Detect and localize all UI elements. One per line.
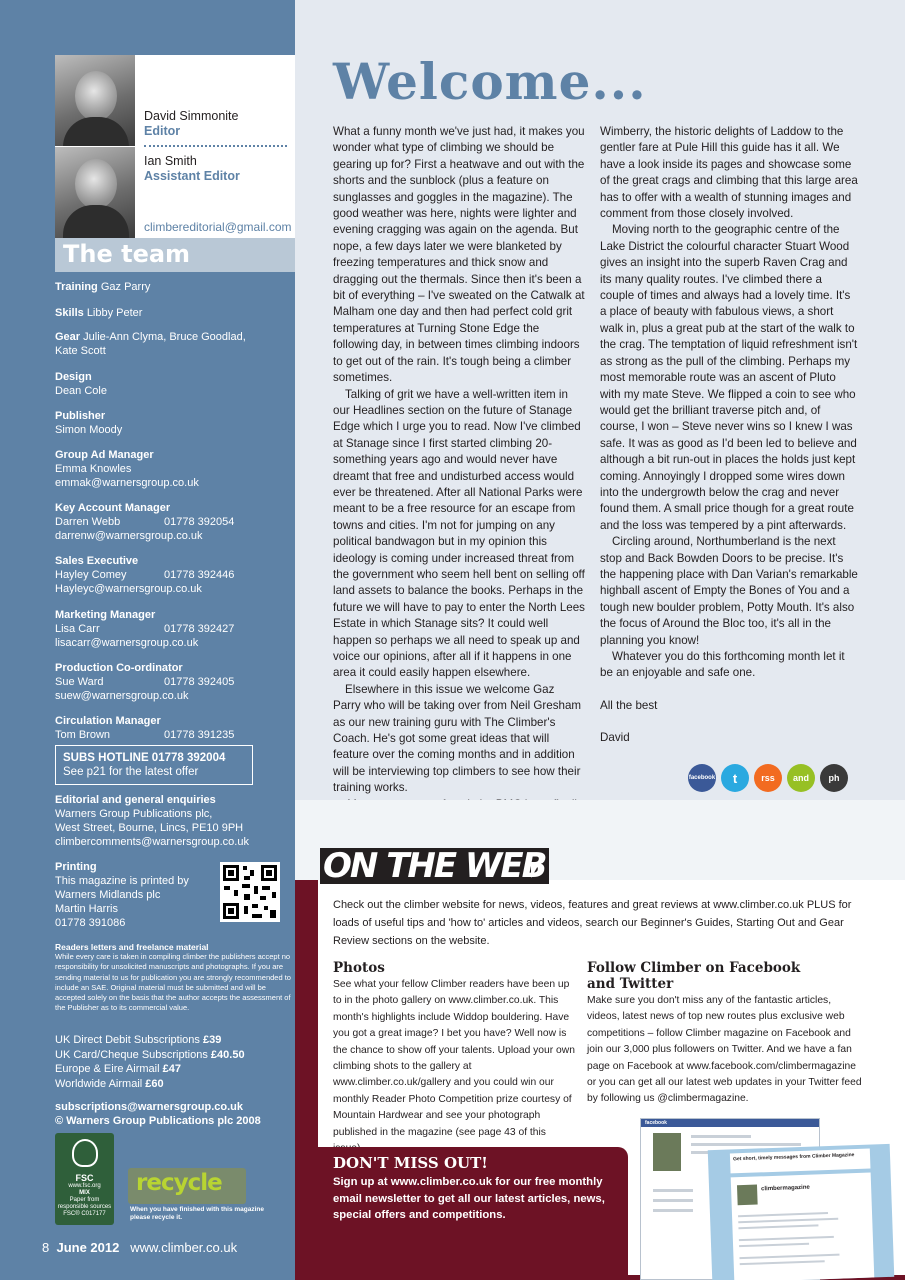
article-column-2 bbox=[600, 124, 858, 747]
staff-role: Key Account Manager bbox=[55, 502, 171, 514]
recycle-logo bbox=[128, 1168, 246, 1204]
subscription-item bbox=[55, 1062, 295, 1077]
staff-name: Libby Peter bbox=[86, 307, 143, 319]
staff-name: Tom Brown bbox=[55, 729, 111, 741]
staff-phone: 01778 392446 bbox=[164, 569, 235, 581]
assistant-body-shape bbox=[63, 205, 129, 238]
staff-name: Sue Ward bbox=[55, 676, 104, 688]
staff-role: Circulation Manager bbox=[55, 715, 161, 727]
fsc-url: www.fsc.org bbox=[68, 1183, 101, 1189]
text-line bbox=[738, 1218, 838, 1223]
article-signature: David bbox=[600, 731, 630, 745]
fsc-tree-icon bbox=[72, 1139, 98, 1167]
subscription-label: Worldwide Airmail bbox=[55, 1077, 143, 1090]
subscription-price: £47 bbox=[162, 1063, 181, 1075]
subscription-label: UK Direct Debit Subscriptions bbox=[55, 1034, 200, 1046]
social-icons bbox=[688, 764, 848, 792]
facebook-twitter-heading: Follow Climber on Facebook and Twitter bbox=[587, 960, 801, 992]
article-column-1 bbox=[333, 124, 585, 846]
twitter-icon[interactable]: t bbox=[721, 764, 749, 792]
enquiries-block bbox=[55, 793, 295, 849]
qr-code-icon[interactable] bbox=[220, 862, 280, 922]
cursor-icon bbox=[531, 864, 539, 878]
staff-name: Dean Cole bbox=[55, 385, 107, 397]
photos-text: See what your fellow Climber readers have been up to in the photo gallery on www.climber.co.uk. This month's highlights include Widdop bouldering. Have you got a great image? I bet you have? Well now is the chance to show off your talents. Upload your own climbing shots to the gallery at www.climber.co.uk/gallery and you could win our monthly Reader Photo Competition prize courtesy of Mountain Hardwear and see your photograph published in the magazine (see page 43 of this bbox=[333, 979, 575, 1138]
fsc-mix: MIX bbox=[79, 1190, 90, 1196]
printing-title: Printing bbox=[55, 861, 97, 873]
staff-name: Darren Webb bbox=[55, 516, 121, 528]
subs-hotline-box bbox=[55, 745, 253, 785]
editorial-email-link[interactable]: climbereditorial@gmail.com bbox=[144, 220, 292, 234]
editor-head-shape bbox=[75, 71, 117, 121]
staff-role: Design bbox=[55, 371, 92, 383]
on-the-web-title-text: ON THE WEB bbox=[323, 846, 546, 886]
subscription-price: £39 bbox=[202, 1034, 222, 1046]
staff-role: Skills bbox=[55, 307, 84, 319]
text-line bbox=[738, 1224, 818, 1229]
fsc-logo bbox=[55, 1133, 114, 1225]
staff-phone: 01778 391235 bbox=[164, 729, 235, 741]
editor-body-shape bbox=[63, 117, 129, 146]
printing-line: This magazine is printed by bbox=[55, 875, 189, 887]
staff-role: Marketing Manager bbox=[55, 609, 156, 621]
text-line bbox=[739, 1236, 834, 1241]
subscription-prices bbox=[55, 1033, 295, 1091]
enquiries-line: Warners Group Publications plc, bbox=[55, 808, 213, 820]
subs-contact bbox=[55, 1100, 295, 1128]
staff-email[interactable]: lisacarr@warnersgroup.co.uk bbox=[55, 637, 199, 649]
enquiries-line: West Street, Bourne, Lincs, PE10 9PH bbox=[55, 822, 244, 834]
welcome-heading: Welcome... bbox=[333, 52, 647, 111]
subscription-item bbox=[55, 1033, 295, 1048]
magazine-cover-thumb bbox=[653, 1133, 681, 1171]
staff-key-account bbox=[55, 501, 295, 543]
staff-phone: 01778 392427 bbox=[164, 623, 235, 635]
editor-divider bbox=[144, 145, 287, 147]
staff-name: Julie-Ann Clyma, Bruce Goodlad, bbox=[83, 331, 246, 343]
web-intro: Check out the climber website for news, videos, features and great reviews at www.climber.co.uk PLUS for loads of useful tips and 'how to' articles and videos, search our Beginner's Guides, Starting Out and Gear Review sections on the website. bbox=[333, 899, 852, 947]
staff-design bbox=[55, 370, 295, 398]
subscription-item bbox=[55, 1077, 295, 1092]
staff-role: Publisher bbox=[55, 410, 106, 422]
subscription-price: £60 bbox=[145, 1077, 164, 1090]
subscription-label: Europe & Eire Airmail bbox=[55, 1063, 160, 1075]
text-line bbox=[653, 1189, 693, 1192]
page-number: 8 bbox=[42, 1240, 50, 1255]
subscription-item bbox=[55, 1048, 295, 1063]
facebook-twitter-text: Make sure you don't miss any of the fantastic articles, videos, latest news of top new routes plus exclusive web competitions – follow Climber magazine on Facebook and join our 3,000 plus followers on Twitter. And we have a fan page on Facebook at www.facebook.com/climbermagazine or you can get all our latest web updates in your Twitter feed by following us @climbermagazine. bbox=[587, 995, 862, 1105]
staff-email[interactable]: emmak@warnersgroup.co.uk bbox=[55, 477, 199, 489]
on-the-web-title bbox=[320, 848, 549, 884]
fsc-brand: FSC bbox=[75, 1173, 94, 1183]
staff-sales bbox=[55, 554, 295, 596]
enquiries-title: Editorial and general enquiries bbox=[55, 794, 216, 806]
article-paragraph: Elsewhere in this issue we welcome Gaz Parry who will be taking over from Neil Gresham as our new training guru with The Climber's Coach. He's got some great ideas that will feature over the coming months and in addition will be interviewing top climbers to see how their training works. bbox=[333, 682, 582, 795]
printing-line: 01778 391086 bbox=[55, 917, 126, 929]
editor-name: David Simmonite bbox=[144, 109, 239, 123]
staff-marketing bbox=[55, 608, 295, 650]
staff-role: Training bbox=[55, 281, 98, 293]
assistant-head-shape bbox=[75, 159, 117, 209]
text-line bbox=[739, 1254, 839, 1259]
article-paragraph: Moving north to the geographic centre of the Lake District the colourful character Stuart Wood gives an insight into the superb Raven Crag and its many quality routes. I've climbed there a couple of times and always had a lovely time. It's a place of beauty with fabulous views, a short walk in, plus a great pub at the start of the walk to the crag. The temptation of liquid refreshment isn't as strong as the pull of the climbing. Perhaps my most memorable route was an ascent of Pluto with my mate Steve. We flipped a coin to see who would get the brilliant traverse pitch and, of course, I won – Steve never wins so I knew I was safe. It was as good as I'd been led to believe and although a bit run-out in places the holds just kept coming. Annoyingly I dropped some wires down into the undergrowth below the crag and never found them. A small price though for a great route and the loss was tempered by a pint afterwards. bbox=[600, 223, 858, 532]
team-heading-text: The team bbox=[63, 240, 191, 268]
fsc-code: FSC® C017177 bbox=[63, 1211, 106, 1217]
article-paragraph: Whatever you do this forthcoming month let it be an enjoyable and safe one. bbox=[600, 650, 845, 680]
subscription-price: £40.50 bbox=[210, 1048, 245, 1061]
twitter-screenshot-body bbox=[731, 1173, 875, 1280]
printing-line: Warners Midlands plc bbox=[55, 889, 161, 901]
masthead-sidebar bbox=[0, 0, 295, 1280]
copyright: © Warners Group Publications plc 2008 bbox=[55, 1115, 261, 1127]
staff-circulation bbox=[55, 714, 295, 742]
printing-line: Martin Harris bbox=[55, 903, 118, 915]
editor-role: Editor bbox=[144, 124, 181, 138]
article-paragraph: What a funny month we've just had, it makes you wonder what type of climbing we should be gearing up for? First a heatwave and out with the shorts and the sunblock (plus a feature on sunglasses and goggles in the magazine). The good weather was here, nights were lighter and evening cragging was again on the agenda. But nope, a few days later we were blanketed by freezing temperatures and thick snow and dragging out the thermals. Since then it's been a bit of everything – I've sweated on the Catwalk at Malham one day and then had perfect cold grit temperatures at Turning Stone Edge the following day, in between times climbing indoors to get out of the rain. It's tough being a climber sometimes. bbox=[333, 125, 585, 385]
text-line bbox=[691, 1143, 801, 1146]
staff-name: Lisa Carr bbox=[55, 623, 100, 635]
article-paragraph: Talking of grit we have a well-written item in our Headlines section on the future of Stanage Edge which I urge you to read. Now I've climbed at Stanage since I first started climbing 20-something years ago and would never have dreamt that free and undisturbed access would ever be threatened. After all National Parks were meant to be a free resource for an escape from towns and cities. I'm not for jumping on any political bandwagon but in my opinion this ideology is coming under increased threat from the government who seem hell bent on selling off land assets to balance the books. Perhaps in the future we will have to pay to enter the North Lees Estate in which Stanage sits? It could well happen so perhaps we all need to speak up and voice our opinions, after all if it happens in one area it could easily happen elsewhere. bbox=[333, 387, 585, 680]
text-line bbox=[653, 1209, 693, 1212]
assistant-editor-role: Assistant Editor bbox=[144, 169, 240, 183]
recycle-logo-text: recycle bbox=[136, 1170, 222, 1196]
facebook-icon[interactable]: facebook bbox=[688, 764, 716, 792]
team-heading bbox=[55, 238, 295, 272]
text-line bbox=[738, 1212, 828, 1217]
staff-group-ad bbox=[55, 448, 295, 490]
newsletter-promo-text: Sign up at www.climber.co.uk for our free monthly email newsletter to get all our latest articles, news, special offers and competitions. bbox=[333, 1176, 605, 1221]
staff-name: Hayley Comey bbox=[55, 569, 127, 581]
staff-name: Gaz Parry bbox=[100, 281, 151, 293]
hotline-text: See p21 for the latest offer bbox=[63, 766, 199, 778]
staff-email[interactable]: darrenw@warnersgroup.co.uk bbox=[55, 530, 203, 542]
twitter-handle: climbermagazine bbox=[761, 1184, 810, 1193]
legal-notice bbox=[55, 942, 295, 1013]
staff-name: Simon Moody bbox=[55, 424, 123, 436]
twitter-screenshot-header: Get short, timely messages from Climber Magazine bbox=[730, 1149, 871, 1174]
assistant-editor-name: Ian Smith bbox=[144, 154, 197, 168]
legal-title: Readers letters and freelance material bbox=[55, 942, 209, 952]
article-signoff: All the best bbox=[600, 698, 658, 712]
staff-role: Production Co-ordinator bbox=[55, 662, 183, 674]
article-paragraph: Wimberry, the historic delights of Laddow to the gentler fare at Pule Hill this guide has it all. We have a look inside its pages and showcase some of the great crags and climbing that this large area has to offer with a wealth of stunning images and comment from those closely involved. bbox=[600, 125, 858, 221]
staff-role: Group Ad Manager bbox=[55, 449, 154, 461]
staff-phone: 01778 392405 bbox=[164, 676, 235, 688]
footer-site-link[interactable]: www.climber.co.uk bbox=[130, 1240, 238, 1255]
newsletter-promo bbox=[318, 1147, 628, 1280]
subscription-label: UK Card/Cheque Subscriptions bbox=[55, 1048, 208, 1061]
staff-training bbox=[55, 280, 295, 294]
text-line bbox=[740, 1260, 825, 1265]
mobile-icon[interactable]: ph bbox=[820, 764, 848, 792]
rss-icon[interactable]: rss bbox=[754, 764, 782, 792]
fsc-text: Paper from responsible sources bbox=[57, 1197, 112, 1210]
editor-photo bbox=[55, 55, 135, 146]
staff-name-cont: Kate Scott bbox=[55, 345, 106, 357]
photos-heading: Photos bbox=[333, 960, 385, 976]
staff-publisher bbox=[55, 409, 295, 437]
text-line bbox=[653, 1199, 693, 1202]
recycle-note: When you have finished with this magazine please recycle it. bbox=[130, 1206, 264, 1221]
hotline-title: SUBS HOTLINE 01778 392004 bbox=[63, 752, 226, 764]
staff-name: Emma Knowles bbox=[55, 463, 132, 475]
staff-email[interactable]: Hayleyc@warnersgroup.co.uk bbox=[55, 583, 202, 595]
android-icon[interactable]: and bbox=[787, 764, 815, 792]
staff-role: Gear bbox=[55, 331, 81, 343]
text-line bbox=[739, 1243, 809, 1247]
staff-role: Sales Executive bbox=[55, 555, 139, 567]
issue-date: June 2012 bbox=[56, 1240, 120, 1255]
facebook-screenshot-header: facebook bbox=[641, 1119, 819, 1127]
page-footer bbox=[42, 1240, 237, 1255]
article-paragraph: Circling around, Northumberland is the next stop and Back Bowden Doors to be precise. It's the happening place with Dan Varian's remarkable highball ascent of Empty the Bones of You and a tough new boulder problem, Potty Mouth. It's also the focus of Around the Bloc too, it's all in the planning you know! bbox=[600, 535, 858, 647]
subs-email[interactable]: subscriptions@warnersgroup.co.uk bbox=[55, 1101, 243, 1113]
staff-production bbox=[55, 661, 295, 703]
staff-gear bbox=[55, 330, 295, 358]
text-line bbox=[691, 1135, 751, 1138]
twitter-page-screenshot bbox=[708, 1144, 895, 1280]
newsletter-promo-title: DON'T MISS OUT! bbox=[333, 1154, 488, 1172]
staff-skills bbox=[55, 306, 295, 320]
legal-text: While every care is taken in compiling climber the publishers accept no responsibility for unsolicited manuscripts and photographs. If you are sending material to us for publication you are strongly recommended to include an SAE. Original material must be submitted and will be accepted solely on the basis that the author accepts the assessment of the Publisher as to its commercial value. bbox=[55, 952, 291, 1013]
staff-phone: 01778 392054 bbox=[164, 516, 235, 528]
assistant-editor-photo bbox=[55, 147, 135, 238]
twitter-avatar bbox=[737, 1185, 758, 1206]
enquiries-email[interactable]: climbercomments@warnersgroup.co.uk bbox=[55, 836, 249, 848]
editors-box bbox=[55, 55, 295, 238]
staff-email[interactable]: suew@warnersgroup.co.uk bbox=[55, 690, 189, 702]
